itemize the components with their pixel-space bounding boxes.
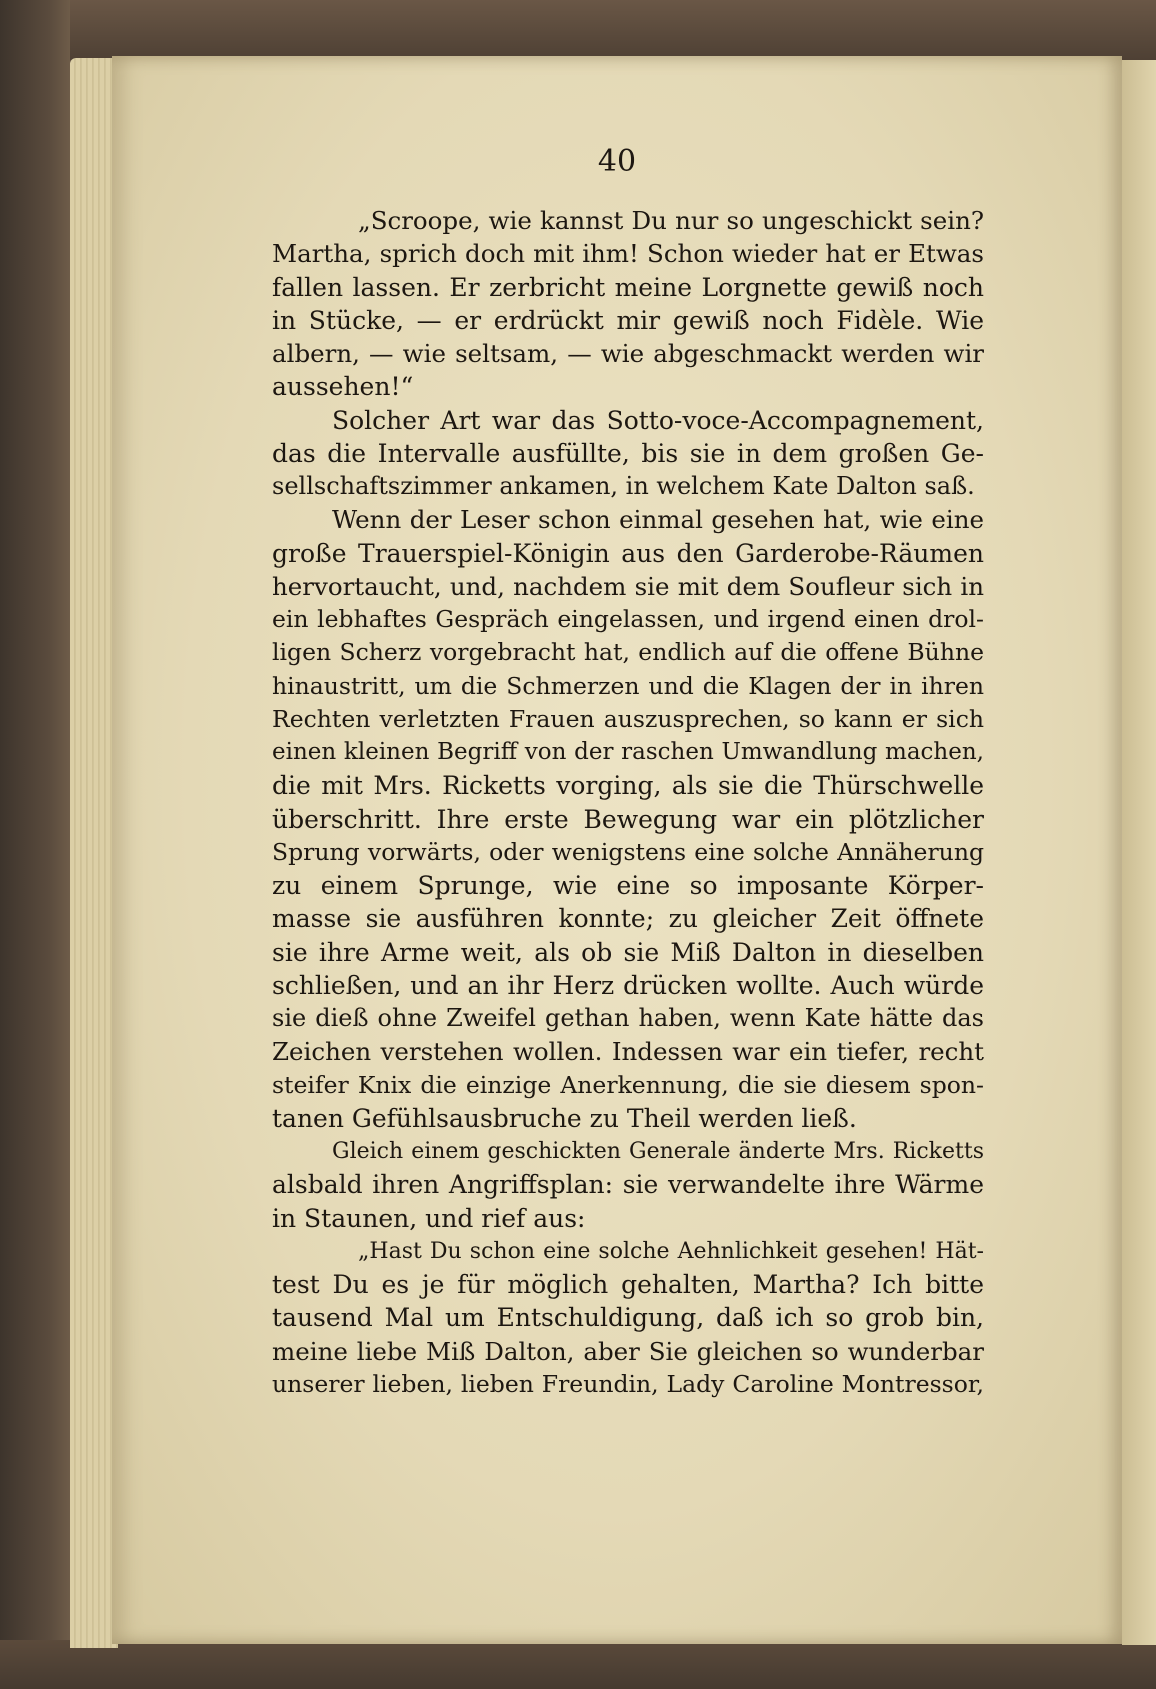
text-line: schließen, und an ihr Herz drücken wollte. Auch würde xyxy=(272,970,984,1000)
text-line: die mit Mrs. Ricketts vorging, als sie die Thürschwelle xyxy=(272,771,984,801)
text-line: aussehen!“ xyxy=(272,372,414,402)
text-line: tausend Mal um Entschuldigung, daß ich so grob bin, xyxy=(272,1303,984,1333)
text-line: „Hast Du schon eine solche Aehnlichkeit gesehen! Hät- xyxy=(358,1238,984,1264)
text-line: ligen Scherz vorgebracht hat, endlich auf die offene Bühne xyxy=(272,638,984,667)
text-line: Wenn der Leser schon einmal gesehen hat, wie eine xyxy=(332,505,984,535)
text-line: Zeichen verstehen wollen. Indessen war ein tiefer, recht xyxy=(272,1037,984,1067)
text-line: meine liebe Miß Dalton, aber Sie gleichen so wunderbar xyxy=(272,1336,984,1366)
body-text xyxy=(272,204,984,1401)
text-line: hinaustritt, um die Schmerzen und die Klagen der in ihren xyxy=(272,671,984,700)
adjacent-page-edge xyxy=(1122,60,1156,1645)
text-line: sie dieß ohne Zweifel gethan haben, wenn Kate hätte das xyxy=(272,1004,984,1032)
text-line: „Scroope, wie kannst Du nur so ungeschickt sein? xyxy=(358,206,984,235)
text-line: ein lebhaftes Gespräch eingelassen, und irgend einen drol- xyxy=(272,605,984,633)
text-line: steifer Knix die einzige Anerkennung, die sie diesem spon- xyxy=(272,1070,984,1099)
text-line: einen kleinen Begriff von der raschen Umwandlung machen, xyxy=(272,739,984,765)
text-line: unserer lieben, lieben Freundin, Lady Caroline Montressor, xyxy=(272,1369,984,1398)
text-line: tanen Gefühlsausbruche zu Theil werden ließ. xyxy=(272,1103,857,1133)
text-line: Gleich einem geschickten Generale änderte Mrs. Ricketts xyxy=(332,1139,984,1164)
text-line: das die Intervalle ausfüllte, bis sie in dem großen Ge- xyxy=(272,438,984,468)
text-line: Martha, sprich doch mit ihm! Schon wieder hat er Etwas xyxy=(272,239,984,269)
text-line: alsbald ihren Angriffsplan: sie verwandelte ihre Wärme xyxy=(272,1170,984,1200)
text-line: test Du es je für möglich gehalten, Martha? Ich bitte xyxy=(272,1270,984,1299)
text-line: große Trauerspiel-Königin aus den Garderobe-Räumen xyxy=(272,538,984,568)
text-line: Rechten verletzten Frauen auszusprechen, so kann er sich xyxy=(272,704,984,733)
book-page xyxy=(112,56,1122,1644)
text-line: überschritt. Ihre erste Bewegung war ein plötzlicher xyxy=(272,804,984,834)
text-line: albern, — wie seltsam, — wie abgeschmackt werden wir xyxy=(272,339,984,368)
text-line: Sprung vorwärts, oder wenigstens eine solche Annäherung xyxy=(272,837,984,866)
book-cover-top xyxy=(0,0,1156,60)
book-cover-left xyxy=(0,0,70,1689)
text-line: Solcher Art war das Sotto-voce-Accompagnement, xyxy=(332,405,984,435)
text-line: zu einem Sprunge, wie eine so imposante Körper- xyxy=(272,871,984,900)
page-number: 40 xyxy=(597,144,637,179)
text-line: masse sie ausführen konnte; zu gleicher Zeit öffnete xyxy=(272,904,984,934)
text-line: in Stücke, — er erdrückt mir gewiß noch Fidèle. Wie xyxy=(272,305,984,335)
text-line: hervortaucht, und, nachdem sie mit dem Soufleur sich in xyxy=(272,571,984,601)
text-line: sie ihre Arme weit, als ob sie Miß Dalton in dieselben xyxy=(272,937,984,967)
text-line: fallen lassen. Er zerbricht meine Lorgnette gewiß noch xyxy=(272,272,984,302)
stacked-page-edges xyxy=(70,58,118,1648)
text-line: sellschaftszimmer ankamen, in welchem Kate Dalton saß. xyxy=(272,472,975,500)
text-line: in Staunen, und rief aus: xyxy=(272,1203,586,1233)
book-cover-bottom xyxy=(0,1640,1156,1689)
